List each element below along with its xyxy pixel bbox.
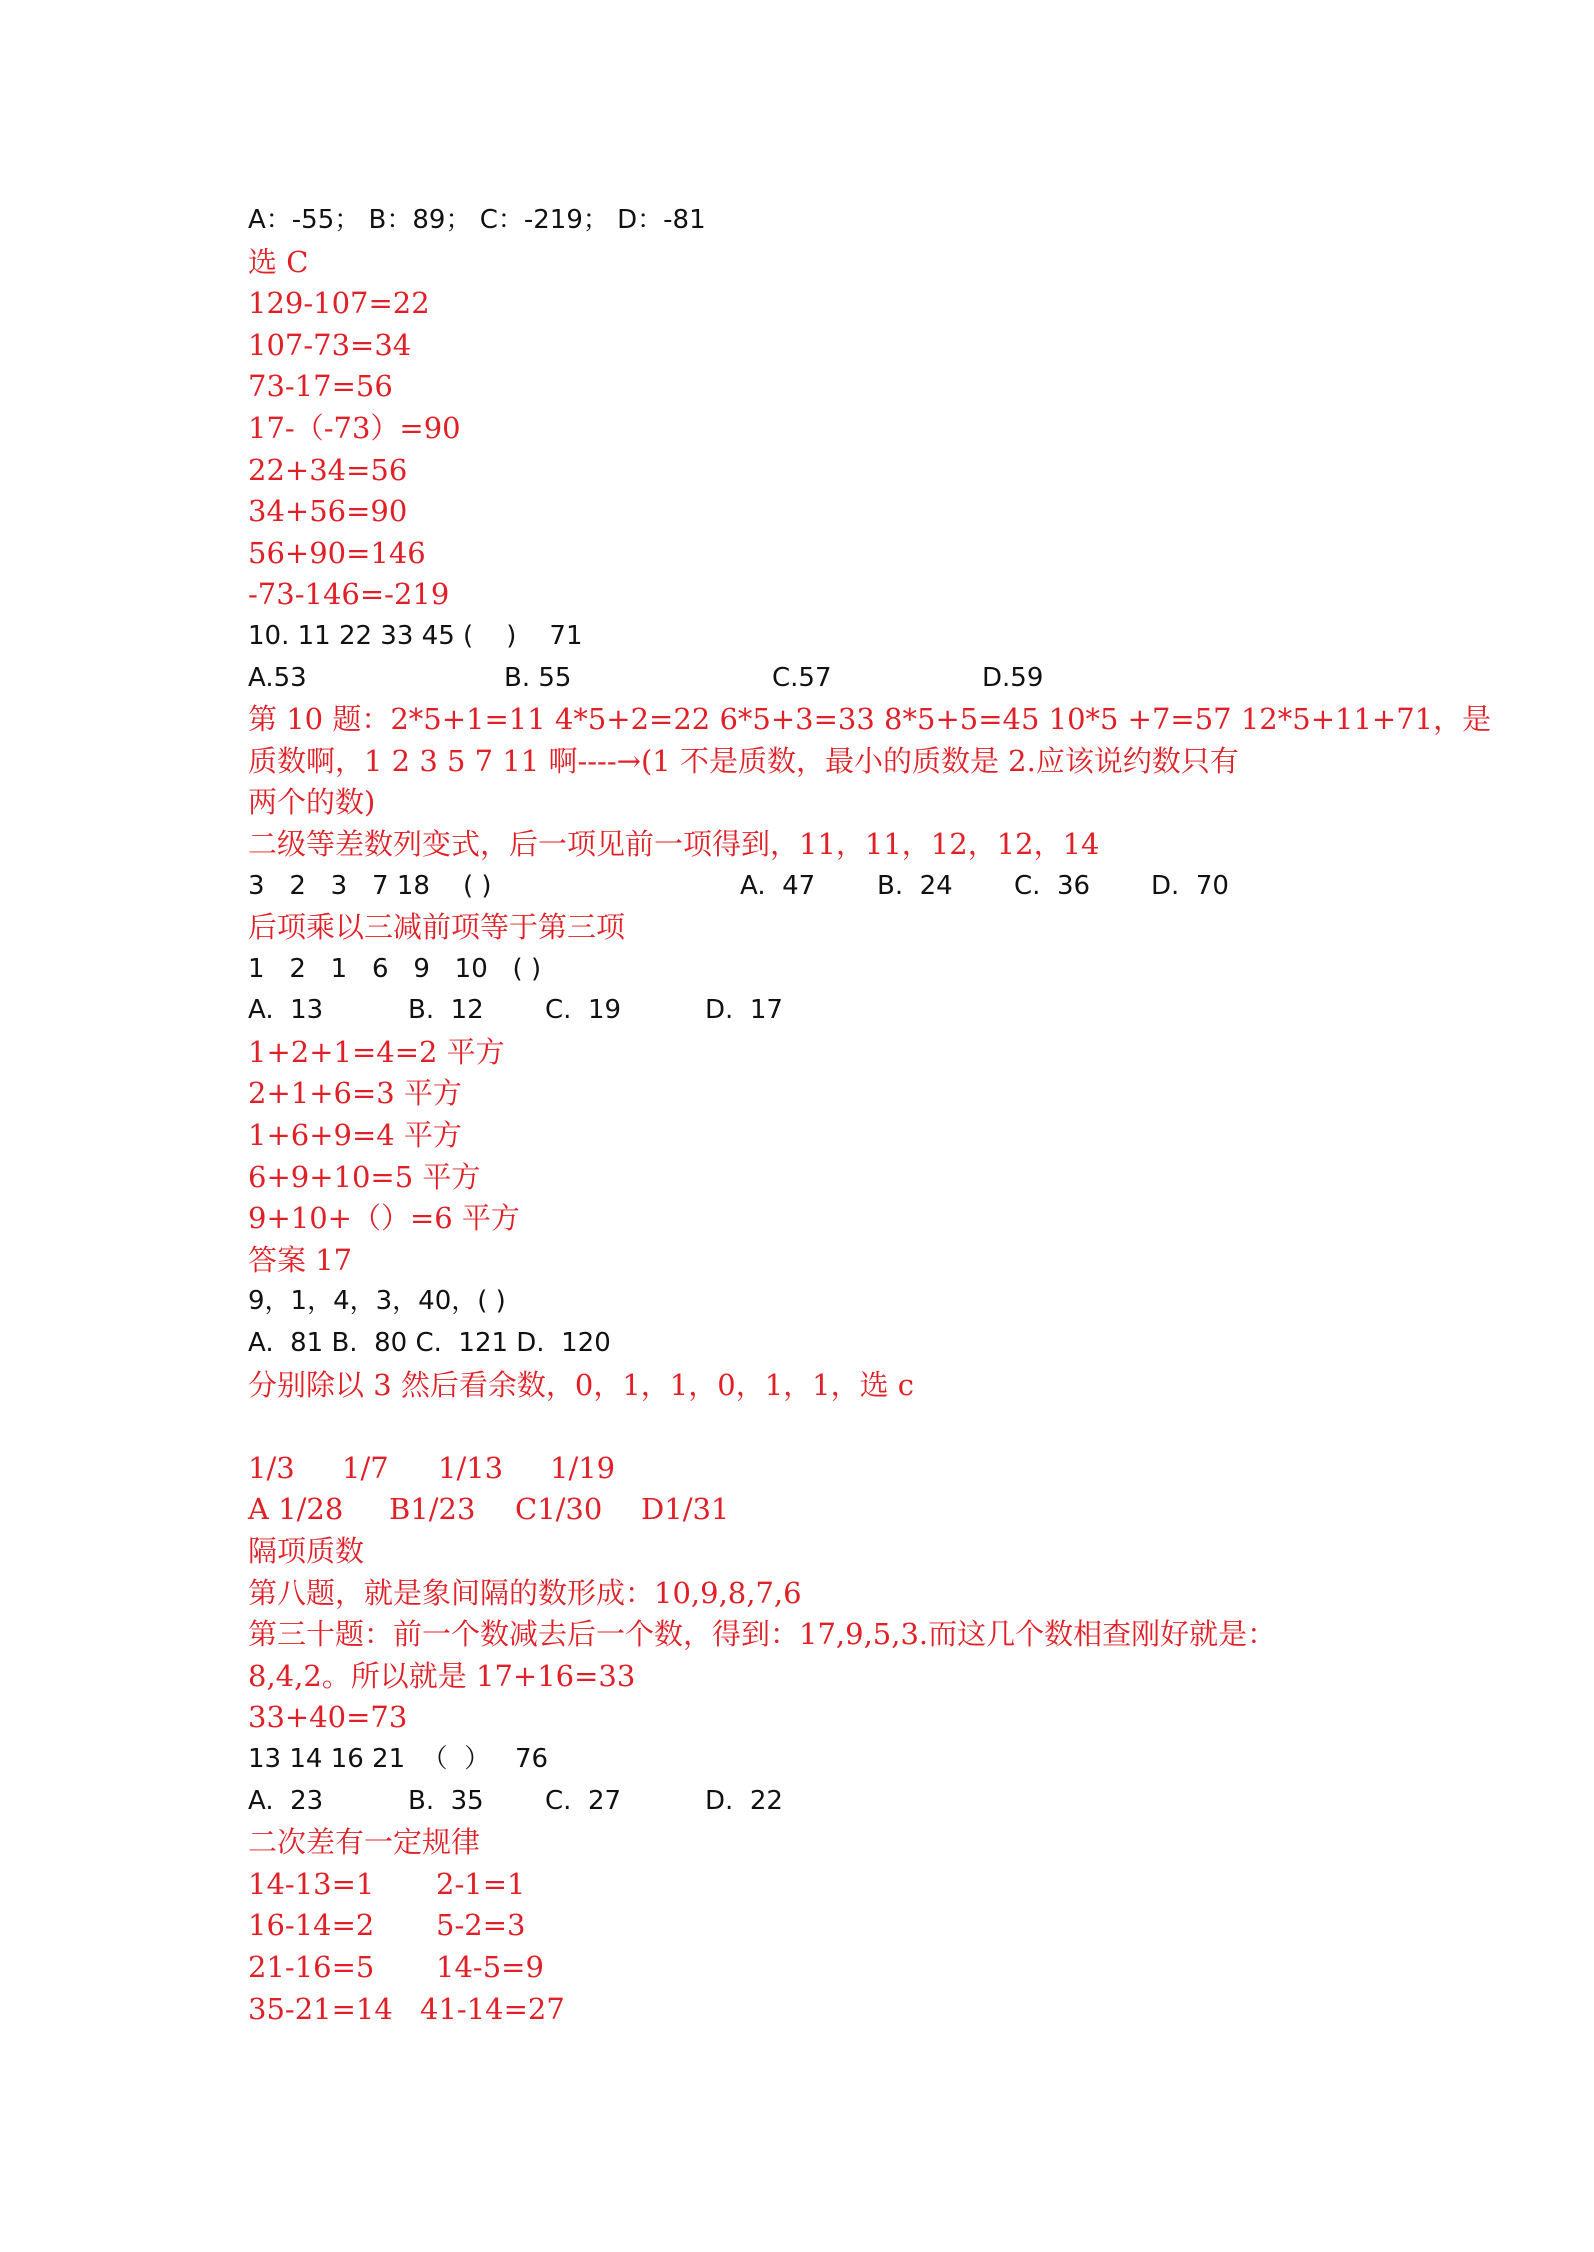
question-line [248,1281,1368,1323]
answer-line [248,450,1368,492]
answer-line [248,1073,1368,1115]
document-body [248,200,1492,2030]
answer-line [248,1573,1368,1615]
text-segment: C1/30 [515,1492,603,1527]
answer-line [248,1531,1368,1573]
text-segment: 9+10+（）=6 平方 [248,1201,520,1236]
answer-line [248,1989,1368,2031]
answer-line [248,574,1368,616]
answer-line [248,741,1368,783]
text-segment: 第三十题：前一个数减去后一个数，得到：17,9,5,3.而这几个数相查刚好就是： [248,1617,1277,1652]
text-segment: 14-5=9 [436,1949,544,1984]
text-segment: 答案 17 [248,1242,353,1277]
answer-line [248,907,1368,949]
text-segment: A 1/28 [248,1492,344,1527]
text-segment: 21-16=5 [248,1949,375,1984]
answer-line [248,1947,1368,1989]
text-segment: 选 C [248,244,309,279]
question-line [248,866,1368,908]
question-line [248,616,1368,658]
answer-line [248,1864,1368,1906]
text-segment: 2+1+6=3 平方 [248,1076,462,1111]
text-segment: 34+56=90 [248,494,408,529]
answer-line [248,1032,1368,1074]
text-segment: 13 14 16 21 （ ） 76 [248,1743,549,1774]
text-segment: 二次差有一定规律 [248,1825,481,1860]
answer-line [248,242,1368,284]
text-segment: 14-13=1 [248,1866,375,1901]
answer-line [248,325,1368,367]
text-segment: 8,4,2。所以就是 17+16=33 [248,1658,636,1693]
text-segment: D. 70 [1151,870,1229,901]
text-segment: 56+90=146 [248,535,426,570]
text-segment: 1+2+1=4=2 平方 [248,1034,505,1069]
question-line [248,990,1368,1032]
answer-line [248,491,1368,533]
question-line [248,949,1368,991]
text-segment: 1 2 1 6 9 10 ( ) [248,953,542,984]
answer-line [248,1448,1368,1490]
text-segment: 第 10 题：2*5+1=11 4*5+2=22 6*5+3=33 8*5+5=45 10*5 +7=57 12*5+11+71，是 [248,702,1492,737]
text-segment: 1/3 [248,1450,295,1485]
question-line [248,1739,1368,1781]
text-segment: D. 17 [705,995,783,1026]
question-line [248,200,1368,242]
text-segment: D.59 [982,662,1044,693]
answer-line [248,1656,1368,1698]
answer-line [248,1489,1368,1531]
text-segment: B. 35 [408,1785,484,1816]
text-segment: C. 36 [1014,870,1091,901]
text-segment: 16-14=2 [248,1908,375,1943]
text-segment: A. 23 [248,1785,324,1816]
answer-line [248,1697,1368,1739]
question-line [248,1323,1368,1365]
text-segment: 9，1，4，3，40，( ) [248,1286,506,1317]
text-segment: 2-1=1 [436,1866,526,1901]
text-segment: 10. 11 22 33 45 ( ) 71 [248,620,583,651]
answer-line [248,1822,1368,1864]
text-segment: 17-（-73）=90 [248,410,461,445]
text-segment: B. 24 [877,870,953,901]
answer-line [248,1240,1368,1282]
answer-line [248,699,1492,741]
text-segment: C. 19 [545,995,622,1026]
text-segment: A. 47 [740,870,816,901]
answer-line [248,366,1368,408]
text-segment: A：-55； B：89； C：-219； D：-81 [248,205,706,235]
text-segment: 1/13 [438,1450,504,1485]
text-segment: D. 22 [705,1785,783,1816]
answer-line [248,824,1368,866]
answer-line [248,408,1368,450]
question-line [248,1781,1368,1823]
text-segment: 1+6+9=4 平方 [248,1118,462,1153]
answer-line [248,1905,1368,1947]
text-segment: 两个的数) [248,785,376,820]
answer-line [248,782,1368,824]
text-segment: D1/31 [641,1492,730,1527]
text-segment: 107-73=34 [248,327,412,362]
blank-line [248,1406,1368,1448]
answer-line [248,1198,1368,1240]
text-segment: B1/23 [389,1492,476,1527]
text-segment: 6+9+10=5 平方 [248,1159,481,1194]
text-segment: 35-21=14 [248,1991,393,2026]
text-segment: 33+40=73 [248,1700,408,1735]
text-segment: 1/19 [550,1450,616,1485]
answer-line [248,533,1368,575]
question-line [248,658,1368,700]
text-segment: 第八题，就是象间隔的数形成：10,9,8,7,6 [248,1575,802,1610]
answer-line [248,1365,1368,1407]
text-segment: B. 55 [504,662,572,693]
answer-line [248,1115,1368,1157]
text-segment: 129-107=22 [248,286,430,321]
text-segment: B. 12 [408,995,484,1026]
text-segment: 二级等差数列变式，后一项见前一项得到，11，11，12，12，14 [248,826,1100,861]
text-segment: A. 13 [248,995,324,1026]
text-segment: 41-14=27 [420,1991,565,2026]
text-segment: 1/7 [342,1450,389,1485]
answer-line [248,283,1368,325]
answer-line [248,1157,1368,1199]
text-segment: 质数啊，1 2 3 5 7 11 啊----→(1 不是质数，最小的质数是 2.应该说约数只有 [248,743,1239,778]
answer-line [248,1614,1368,1656]
text-segment: 隔项质数 [248,1534,365,1568]
text-segment: 5-2=3 [436,1908,526,1943]
text-segment: C.57 [772,662,832,693]
text-segment: 3 2 3 7 18 ( ) [248,870,492,901]
text-segment: -73-146=-219 [248,577,450,612]
text-segment: 73-17=56 [248,369,393,404]
text-segment: 22+34=56 [248,452,408,487]
text-segment: 后项乘以三减前项等于第三项 [248,910,626,945]
text-segment: A. 81 B. 80 C. 121 D. 120 [248,1328,611,1359]
text-segment: 分别除以 3 然后看余数，0，1，1，0，1，1，选 c [248,1367,915,1402]
text-segment: C. 27 [545,1785,622,1816]
text-segment: A.53 [248,662,307,693]
